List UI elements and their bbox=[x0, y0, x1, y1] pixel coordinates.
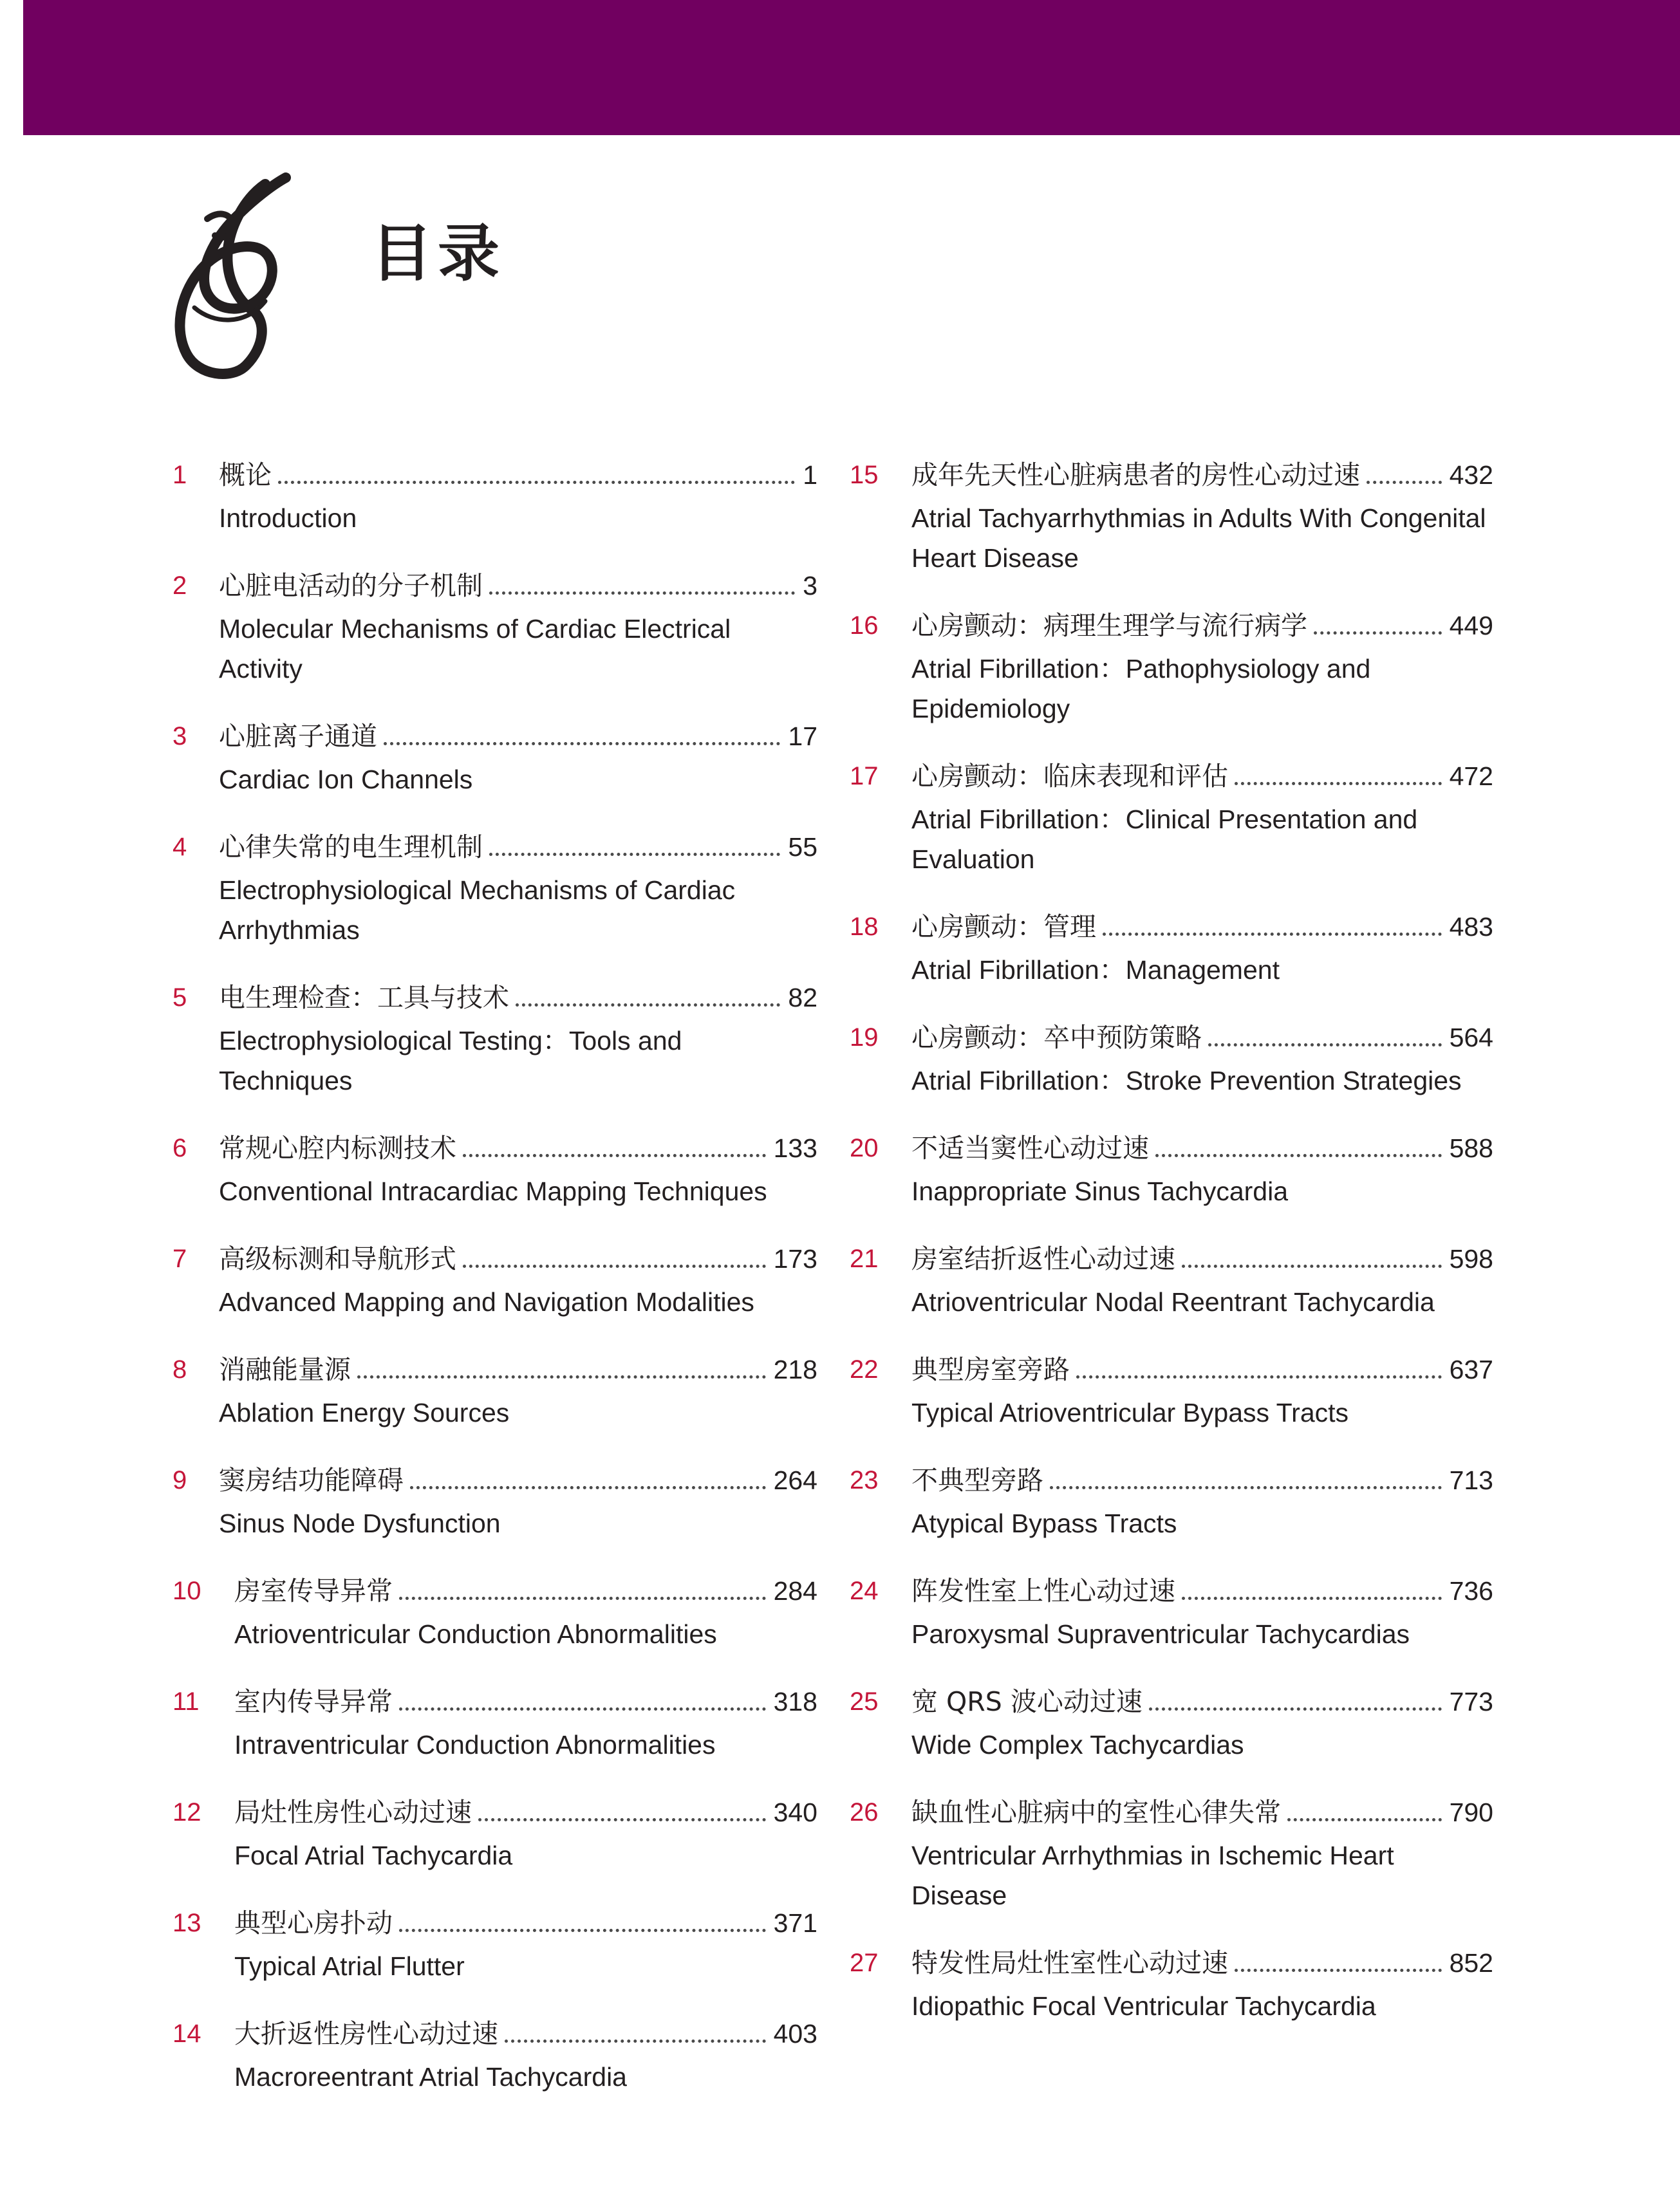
dot-leader bbox=[1182, 1265, 1442, 1268]
chapter-number: 11 bbox=[173, 1687, 200, 1716]
dot-leader bbox=[399, 1597, 766, 1600]
chapter-title-zh: 常规心腔内标测技术 bbox=[219, 1133, 456, 1164]
page-number: 264 bbox=[773, 1465, 817, 1495]
page-number: 133 bbox=[773, 1133, 817, 1163]
chapter-title-zh: 消融能量源 bbox=[219, 1354, 351, 1385]
chapter-number: 4 bbox=[173, 833, 187, 861]
toc-entry[interactable] bbox=[173, 1129, 817, 1211]
chapter-title-zh: 大折返性房性心动过速 bbox=[234, 2018, 498, 2049]
chapter-title-zh: 成年先天性心脏病患者的房性心动过速 bbox=[911, 460, 1360, 490]
chapter-title-en: Atrial Fibrillation：Pathophysiology and Epidemiology bbox=[911, 654, 1371, 723]
chapter-title-en: Sinus Node Dysfunction bbox=[219, 1509, 501, 1538]
chapter-number: 7 bbox=[173, 1245, 187, 1273]
chapter-number: 14 bbox=[173, 2020, 201, 2048]
chapter-number: 24 bbox=[850, 1577, 879, 1605]
chapter-title-en: Atrial Tachyarrhythmias in Adults With Congenital Heart Disease bbox=[911, 503, 1486, 573]
chapter-title-zh: 特发性局灶性室性心动过速 bbox=[911, 1947, 1228, 1978]
toc-left-column bbox=[173, 456, 817, 2125]
toc-entry[interactable] bbox=[173, 566, 817, 689]
chapter-title-en: Typical Atrioventricular Bypass Tracts bbox=[911, 1398, 1349, 1427]
toc-entry[interactable] bbox=[850, 1944, 1493, 2026]
chapter-title-en: Idiopathic Focal Ventricular Tachycardia bbox=[911, 1991, 1376, 2021]
toc-entry[interactable] bbox=[850, 757, 1493, 879]
toc-entry[interactable] bbox=[850, 1682, 1493, 1765]
chapter-number: 26 bbox=[850, 1798, 879, 1826]
page-number: 403 bbox=[773, 2019, 817, 2049]
chapter-title-en: Atrial Fibrillation：Stroke Prevention Strategies bbox=[911, 1066, 1462, 1095]
chapter-number: 10 bbox=[173, 1577, 201, 1605]
page-number: 773 bbox=[1449, 1687, 1493, 1716]
toc-entry[interactable] bbox=[850, 1572, 1493, 1654]
page-number: 284 bbox=[773, 1576, 817, 1606]
chapter-title-zh: 心房颤动：病理生理学与流行病学 bbox=[911, 610, 1307, 641]
page-number: 790 bbox=[1449, 1798, 1493, 1827]
toc-entry[interactable] bbox=[850, 1793, 1493, 1915]
toc-entry[interactable] bbox=[173, 1793, 817, 1875]
toc-entry[interactable] bbox=[850, 907, 1493, 990]
chapter-title-zh: 心房颤动：卒中预防策略 bbox=[911, 1022, 1202, 1053]
toc-entry[interactable] bbox=[173, 978, 817, 1101]
chapter-title-zh: 室内传导异常 bbox=[234, 1686, 393, 1717]
chapter-number: 20 bbox=[850, 1134, 879, 1162]
chapter-title-zh: 心房颤动：管理 bbox=[911, 911, 1096, 942]
toc-entry[interactable] bbox=[173, 717, 817, 799]
chapter-title-zh: 心脏电活动的分子机制 bbox=[219, 570, 483, 601]
page-number: 1 bbox=[803, 460, 817, 490]
chapter-title-en: Electrophysiological Mechanisms of Cardiac Arrhythmias bbox=[219, 875, 736, 945]
chapter-number: 25 bbox=[850, 1687, 879, 1716]
dot-leader bbox=[1050, 1486, 1442, 1489]
chapter-title-zh: 概论 bbox=[219, 460, 272, 490]
chapter-title-en: Ablation Energy Sources bbox=[219, 1398, 510, 1427]
dot-leader bbox=[1076, 1375, 1442, 1379]
toc-entry[interactable] bbox=[173, 1461, 817, 1543]
chapter-title-zh: 典型房室旁路 bbox=[911, 1354, 1070, 1385]
dot-leader bbox=[357, 1375, 766, 1379]
chapter-title-zh: 心房颤动：临床表现和评估 bbox=[911, 761, 1228, 792]
page-number: 852 bbox=[1449, 1948, 1493, 1978]
chapter-number: 3 bbox=[173, 722, 187, 750]
toc-entry[interactable] bbox=[850, 1240, 1493, 1322]
page-title: 目录 bbox=[371, 217, 505, 290]
page-number: 588 bbox=[1449, 1133, 1493, 1163]
chapter-title-zh: 缺血性心脏病中的室性心律失常 bbox=[911, 1797, 1281, 1828]
chapter-number: 13 bbox=[173, 1909, 201, 1937]
toc-entry[interactable] bbox=[850, 1350, 1493, 1433]
chapter-title-zh: 不典型旁路 bbox=[911, 1465, 1043, 1496]
page-number: 82 bbox=[788, 983, 817, 1012]
dot-leader bbox=[1367, 481, 1442, 484]
chapter-title-zh: 阵发性室上性心动过速 bbox=[911, 1575, 1175, 1606]
toc-entry[interactable] bbox=[173, 1682, 817, 1765]
chapter-title-zh: 高级标测和导航形式 bbox=[219, 1243, 456, 1274]
page-number: 432 bbox=[1449, 460, 1493, 490]
chapter-title-zh: 典型心房扑动 bbox=[234, 1908, 393, 1938]
dot-leader bbox=[399, 1929, 766, 1932]
dot-leader bbox=[1149, 1707, 1442, 1711]
page-number: 173 bbox=[773, 1244, 817, 1274]
dot-leader bbox=[463, 1154, 766, 1157]
chapter-number: 2 bbox=[173, 572, 187, 600]
chapter-title-en: Inappropriate Sinus Tachycardia bbox=[911, 1176, 1288, 1206]
toc-entry[interactable] bbox=[173, 1572, 817, 1654]
chapter-number: 9 bbox=[173, 1466, 187, 1494]
dot-leader bbox=[1235, 782, 1442, 785]
chapter-title-en: Focal Atrial Tachycardia bbox=[234, 1841, 513, 1870]
chapter-title-en: Macroreentrant Atrial Tachycardia bbox=[234, 2062, 627, 2092]
dot-leader bbox=[1287, 1818, 1442, 1821]
toc-entry[interactable] bbox=[850, 456, 1493, 578]
page-number: 449 bbox=[1449, 611, 1493, 640]
toc-entry[interactable] bbox=[173, 1904, 817, 1986]
dot-leader bbox=[1208, 1043, 1442, 1046]
chapter-title-en: Paroxysmal Supraventricular Tachycardias bbox=[911, 1619, 1410, 1649]
chapter-title-en: Atypical Bypass Tracts bbox=[911, 1509, 1177, 1538]
chapter-title-en: Intraventricular Conduction Abnormalities bbox=[234, 1730, 716, 1760]
chapter-title-en: Cardiac Ion Channels bbox=[219, 765, 473, 794]
chapter-number: 8 bbox=[173, 1355, 187, 1384]
chapter-number: 21 bbox=[850, 1245, 879, 1273]
chapter-title-en: Ventricular Arrhythmias in Ischemic Heart Disease bbox=[911, 1841, 1394, 1910]
chapter-number: 18 bbox=[850, 913, 879, 941]
dot-leader bbox=[463, 1265, 766, 1268]
chapter-number: 16 bbox=[850, 611, 879, 640]
toc-entry[interactable] bbox=[173, 2014, 817, 2097]
chapter-title-zh: 电生理检查：工具与技术 bbox=[219, 982, 509, 1013]
toc-entry[interactable] bbox=[850, 1129, 1493, 1211]
chapter-number: 22 bbox=[850, 1355, 879, 1384]
chapter-number: 23 bbox=[850, 1466, 879, 1494]
chapter-title-en: Typical Atrial Flutter bbox=[234, 1951, 465, 1981]
toc-entry[interactable] bbox=[173, 1240, 817, 1322]
page-number: 17 bbox=[788, 721, 817, 751]
dot-leader bbox=[278, 481, 795, 484]
page-number: 218 bbox=[773, 1355, 817, 1384]
chapter-title-zh: 心脏离子通道 bbox=[219, 721, 377, 752]
dot-leader bbox=[489, 591, 795, 595]
chapter-title-zh: 宽 QRS 波心动过速 bbox=[911, 1686, 1143, 1717]
page-number: 318 bbox=[773, 1687, 817, 1716]
dot-leader bbox=[505, 2040, 766, 2043]
toc-entry[interactable] bbox=[850, 606, 1493, 729]
chapter-title-en: Wide Complex Tachycardias bbox=[911, 1730, 1244, 1760]
dot-leader bbox=[1155, 1154, 1442, 1157]
chapter-title-en: Atrial Fibrillation：Clinical Presentation and Evaluation bbox=[911, 804, 1418, 874]
page-number: 637 bbox=[1449, 1355, 1493, 1384]
page-number: 564 bbox=[1449, 1023, 1493, 1052]
page-number: 713 bbox=[1449, 1465, 1493, 1495]
chapter-title-en: Atrioventricular Conduction Abnormalities bbox=[234, 1619, 717, 1649]
toc-entry[interactable] bbox=[173, 1350, 817, 1433]
page-number: 483 bbox=[1449, 912, 1493, 942]
chapter-number: 1 bbox=[173, 461, 187, 489]
chapter-title-en: Advanced Mapping and Navigation Modalities bbox=[219, 1287, 754, 1317]
dot-leader bbox=[410, 1486, 766, 1489]
dot-leader bbox=[478, 1818, 766, 1821]
toc-entry[interactable] bbox=[850, 1461, 1493, 1543]
chapter-title-zh: 心律失常的电生理机制 bbox=[219, 832, 483, 862]
chapter-number: 5 bbox=[173, 983, 187, 1012]
dot-leader bbox=[1314, 631, 1442, 635]
chapter-number: 6 bbox=[173, 1134, 187, 1162]
chapter-number: 15 bbox=[850, 461, 879, 489]
page-number: 598 bbox=[1449, 1244, 1493, 1274]
chapter-number: 12 bbox=[173, 1798, 201, 1826]
chapter-title-en: Introduction bbox=[219, 503, 357, 533]
chapter-title-en: Electrophysiological Testing：Tools and Techniques bbox=[219, 1026, 682, 1095]
chapter-title-en: Atrioventricular Nodal Reentrant Tachycardia bbox=[911, 1287, 1435, 1317]
page-number: 472 bbox=[1449, 761, 1493, 791]
chapter-title-zh: 房室结折返性心动过速 bbox=[911, 1243, 1175, 1274]
chapter-title-zh: 房室传导异常 bbox=[234, 1575, 393, 1606]
header-band bbox=[23, 0, 1680, 135]
chapter-title-zh: 窦房结功能障碍 bbox=[219, 1465, 404, 1496]
page-number: 55 bbox=[788, 832, 817, 862]
dot-leader bbox=[516, 1003, 780, 1007]
dot-leader bbox=[399, 1707, 766, 1711]
calligraphic-ornament-icon bbox=[169, 172, 297, 380]
toc-entry[interactable] bbox=[173, 828, 817, 950]
toc-entry[interactable] bbox=[850, 1018, 1493, 1101]
dot-leader bbox=[1235, 1969, 1442, 1972]
dot-leader bbox=[1103, 933, 1442, 936]
chapter-title-en: Atrial Fibrillation：Management bbox=[911, 955, 1280, 985]
chapter-title-en: Conventional Intracardiac Mapping Techniques bbox=[219, 1176, 767, 1206]
dot-leader bbox=[384, 742, 780, 745]
page-number: 340 bbox=[773, 1798, 817, 1827]
chapter-title-zh: 局灶性房性心动过速 bbox=[234, 1797, 472, 1828]
chapter-title-en: Molecular Mechanisms of Cardiac Electrical Activity bbox=[219, 614, 731, 683]
dot-leader bbox=[489, 853, 780, 856]
chapter-number: 27 bbox=[850, 1949, 879, 1977]
chapter-title-zh: 不适当窦性心动过速 bbox=[911, 1133, 1149, 1164]
page-number: 736 bbox=[1449, 1576, 1493, 1606]
page-number: 371 bbox=[773, 1908, 817, 1938]
toc-entry[interactable] bbox=[173, 456, 817, 538]
dot-leader bbox=[1182, 1597, 1442, 1600]
page-number: 3 bbox=[803, 571, 817, 600]
toc-right-column bbox=[850, 456, 1493, 2054]
chapter-number: 17 bbox=[850, 762, 879, 790]
chapter-number: 19 bbox=[850, 1023, 879, 1052]
